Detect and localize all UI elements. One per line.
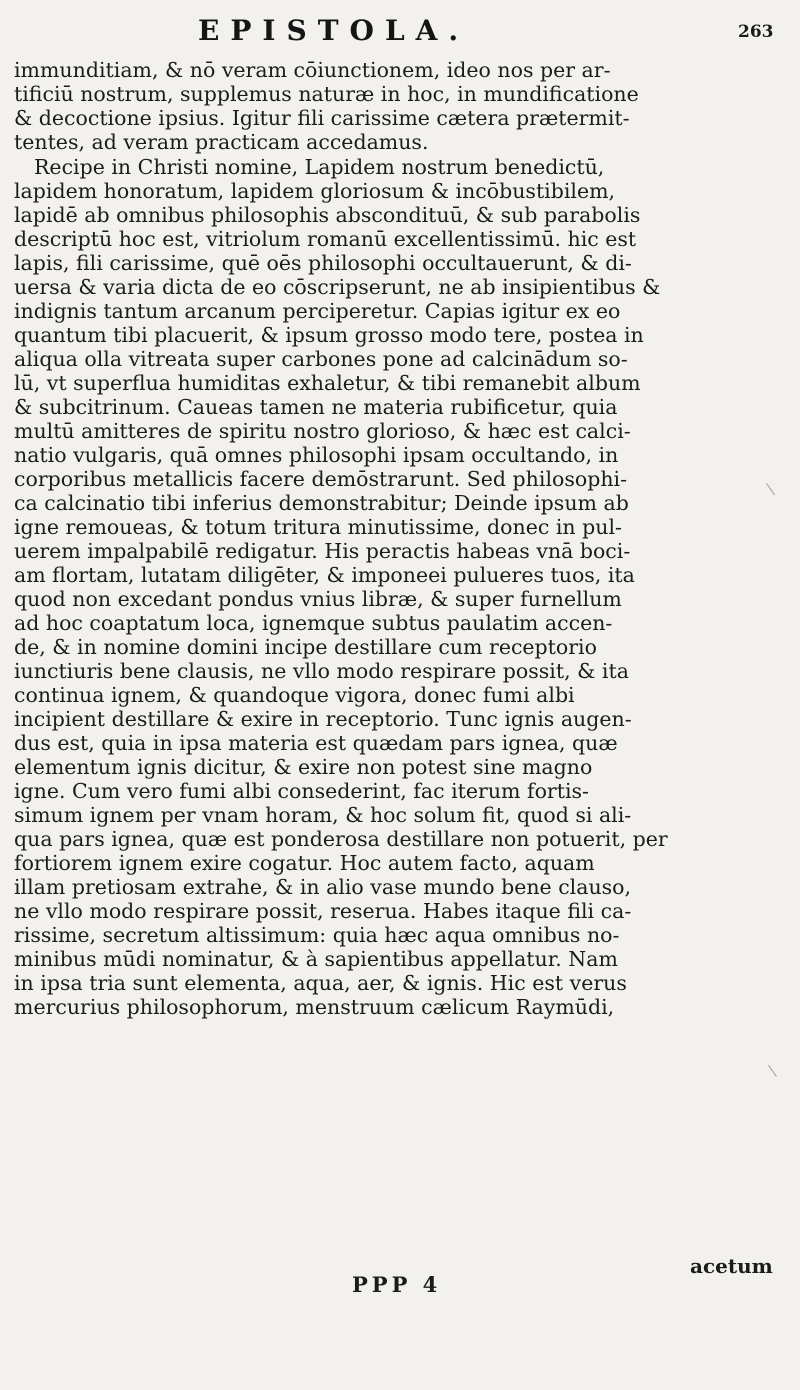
text-line: mercurius philosophorum, menstruum cælicum Raymūdi,: [14, 995, 615, 1019]
text-line: descriptū hoc est, vitriolum romanū excellentissimū. hic est: [14, 227, 637, 251]
text-line: fortiorem ignem exire cogatur. Hoc autem facto, aquam: [14, 851, 595, 875]
text-line: iunctiuris bene clausis, ne vllo modo respirare possit, & ita: [14, 659, 629, 683]
margin-mark: [768, 1065, 777, 1077]
running-head: EPISTOLA.: [198, 14, 470, 47]
text-line: ca calcinatio tibi inferius demonstrabitur; Deinde ipsum ab: [14, 491, 629, 515]
text-line: continua ignem, & quandoque vigora, donec fumi albi: [14, 683, 575, 707]
text-line: elementum ignis dicitur, & exire non potest sine magno: [14, 755, 593, 779]
text-line: minibus mūdi nominatur, & à sapientibus appellatur. Nam: [14, 947, 618, 971]
page-header: [0, 14, 800, 54]
text-line: ad hoc coaptatum loca, ignemque subtus paulatim accen-: [14, 611, 613, 635]
text-line: uersa & varia dicta de eo cōscripserunt, ne ab insipientibus &: [14, 275, 661, 299]
text-line: dus est, quia in ipsa materia est quædam pars ignea, quæ: [14, 731, 618, 755]
text-line: igne. Cum vero fumi albi consederint, fac iterum fortis-: [14, 779, 589, 803]
text-line: lū, vt superflua humiditas exhaletur, & tibi remanebit album: [14, 371, 641, 395]
text-line: aliqua olla vitreata super carbones pone ad calcinādum so-: [14, 347, 628, 371]
text-line: uerem impalpabilē redigatur. His peractis habeas vnā boci-: [14, 539, 631, 563]
text-line: lapis, fili carissime, quē oēs philosophi occultauerunt, & di-: [14, 251, 632, 275]
text-line: quantum tibi placuerit, & ipsum grosso modo tere, postea in: [14, 323, 644, 347]
signature-mark: PPP 4: [352, 1272, 442, 1297]
text-line: qua pars ignea, quæ est ponderosa destillare non potuerit, per: [14, 827, 668, 851]
text-line: Recipe in Christi nomine, Lapidem nostrum benedictū,: [34, 155, 605, 179]
catchword: acetum: [690, 1254, 773, 1278]
page-number: 263: [738, 22, 774, 42]
text-line: quod non excedant pondus vnius libræ, & super furnellum: [14, 587, 622, 611]
text-line: & subcitrinum. Caueas tamen ne materia rubificetur, quia: [14, 395, 618, 419]
text-line: corporibus metallicis facere demōstrarunt. Sed philosophi-: [14, 467, 628, 491]
text-line: indignis tantum arcanum perciperetur. Capias igitur ex eo: [14, 299, 621, 323]
text-line: immunditiam, & nō veram cōiunctionem, ideo nos per ar-: [14, 58, 611, 82]
text-line: tificiū nostrum, supplemus naturæ in hoc, in mundificatione: [14, 82, 639, 106]
text-line: igne remoueas, & totum tritura minutissime, donec in pul-: [14, 515, 622, 539]
margin-mark: [766, 483, 775, 495]
text-line: multū amitteres de spiritu nostro glorioso, & hæc est calci-: [14, 419, 631, 443]
text-line: simum ignem per vnam horam, & hoc solum fit, quod si ali-: [14, 803, 632, 827]
text-line: de, & in nomine domini incipe destillare cum receptorio: [14, 635, 597, 659]
text-line: rissime, secretum altissimum: quia hæc aqua omnibus no-: [14, 923, 620, 947]
text-line: lapidem honoratum, lapidem gloriosum & incōbustibilem,: [14, 179, 616, 203]
text-line: & decoctione ipsius. Igitur fili carissime cætera prætermit-: [14, 106, 630, 130]
text-line: illam pretiosam extrahe, & in alio vase mundo bene clauso,: [14, 875, 632, 899]
text-line: tentes, ad veram practicam accedamus.: [14, 130, 429, 154]
text-line: am flortam, lutatam diligēter, & imponeei pulueres tuos, ita: [14, 563, 635, 587]
text-line: lapidē ab omnibus philosophis abscondituū, & sub parabolis: [14, 203, 641, 227]
text-line: natio vulgaris, quā omnes philosophi ipsam occultando, in: [14, 443, 619, 467]
text-line: ne vllo modo respirare possit, reserua. Habes itaque fili ca-: [14, 899, 632, 923]
text-line: in ipsa tria sunt elementa, aqua, aer, & ignis. Hic est verus: [14, 971, 627, 995]
text-line: incipient destillare & exire in receptorio. Tunc ignis augen-: [14, 707, 632, 731]
